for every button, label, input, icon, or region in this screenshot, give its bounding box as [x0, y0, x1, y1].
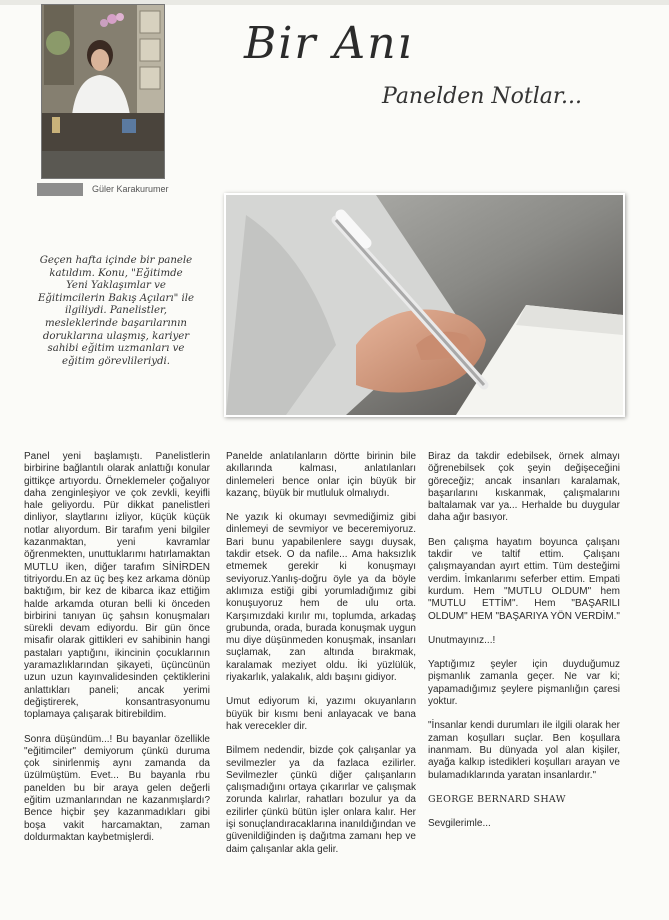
paragraph: Unutmayınız...! — [428, 634, 496, 646]
paragraph: Sonra düşündüm...! Bu bayanlar özellikle "eğitimciler" demiyorum çünkü duruma çok sinirlenmiş aynı zamanda da üzülmüştüm. Evet... Bu bayanla rbu panelden bu bir araya gelen değerli eğitim uzmanlarından ne kazanmışlardı? Bence hiçbir şey kazanmadıkları gibi boşa vakit harcamaktan, zaman doldurmaktan kaybetmişlerdi. — [24, 733, 210, 843]
article-title: Bir Anı — [244, 18, 414, 69]
caption-bar — [37, 183, 83, 196]
article-column-3 — [428, 451, 620, 842]
paragraph: Biraz da takdir edebilsek, örnek almayı öğrenebilsek çok şeyin değişeceğini göreceğiz; ancak insanları karalamak, başarılarını kıskanmak, çalışmalarını baltalamak var ya... Herhalde bu duygular daha ağır basıyor. — [428, 451, 620, 524]
paragraph: Ne yazık ki okumayı sevmediğimiz gibi dinlemeyi de sevmiyor ve beceremiyoruz. Bari bunu yapabilenlere saygı duysak, takdir etsek. O da nafile... Ama haksızlık etmemek gerekir ki konuşmayı seviyoruz.Yanlış-doğru öyle ya da böyle aklımıza estiği gibi yorumladığımız gibi konuşuyoruz hem de ulu orta. Karşımızdaki kırılır mı, toplumda, arkadaş grubunda, orada, burada konuşmak uygun mu diye düşünmeden konuşmak, insanları suçlamak, zan altında bırakmak, karalamak meziyet oldu. İki yüzlülük, riyakarlık, yalakalık, aldı başını gidiyor. — [226, 512, 416, 684]
author-photo — [41, 4, 165, 179]
paragraph: Umut ediyorum ki, yazımı okuyanların büyük bir kısmı beni anlayacak ve bana hak verecekler dir. — [226, 696, 416, 732]
paragraph: Panelde anlatılanların dörtte birinin bile akıllarında kalması, anlatılanları dinlemeleri bence onlar için büyük bir kazanç, büyük bir mutluluk olmalıydı. — [226, 451, 416, 499]
intro-text: Geçen hafta içinde bir panele katıldım. Konu, "Eğitimde Yeni Yaklaşımlar ve Eğitimcilerin Bakış Açıları" ile ilgiliydi. Panelistler, mesleklerinde başarılarının doruklarına ulaşmış, kariyer sahibi eğitim uzmanları ve eğitim görevlileriydi. — [37, 255, 195, 367]
writing-hand-photo — [224, 193, 625, 417]
article-column-1 — [24, 451, 210, 856]
article-subtitle: Panelden Notlar... — [382, 84, 582, 109]
quote: "İnsanlar kendi durumları ile ilgili olarak her zaman koşulları suçlar. Ben koşullara inanmam. Bu dünyada yol alan kişiler, ayağa kalkıp istedikleri koşulları arayan ve bulamadıklarında yaratan insanlardır." — [428, 720, 620, 781]
paragraph: Yaptığımız şeyler için duyduğumuz pişmanlık zamanla geçer. Ne var ki; yapamadığımız şeylere pişmanlığın çaresi yoktur. — [428, 659, 620, 708]
paragraph: Ben çalışma hayatım boyunca çalışanı takdir ve taltif ettim. Çalışanı çalışmayandan ayırt ettim. Tüm desteğimi verdim. İmkanlarımı seferber ettim. Empati kurdum. Hem "MUTLU OLDUM" hem "MUTLU ETTİM". Hem "BAŞARILI OLDUM" HEM "BAŞARIYA YÖN VERDİM." — [428, 536, 620, 622]
paragraph: Panel yeni başlamıştı. Panelistlerin birbirine bağlantılı olarak anlattığı konular gittikçe artıyordu. Örneklemeler çoğalıyor daha zenginleşiyor ve çok zevkli, keyifli hale geliyordu. Pür dikkat panelistleri dinliyor, slaytlarını izliyor, küçük küçük notlar alıyordum. Bir tarafım yeni bilgiler kazanmaktan, yeni kavramlar öğrenmekten, unuttuklarımı hatırlamaktan MUTLU iken, diğer tarafım SİNİRDEN titriyordu.En az üç beş kez arkama dönüp baktığım, bir kez de kibarca ikaz ettiğim halde arkamda oturan belli ki önceden birbirini tanıyan üç şahsın konuşmaları sürekli devam ediyordu. Bir gün önce misafir olarak gittikleri ev sahibinin hangi pastaları yaptığını, ikincinin çocuklarının yaramazlıklarından şikayeti, üçüncünün uzun uzun kayınvalidesinden çektiklerini anlattıkları paneli; ancak yerimi değiştirerek, konsantrasyonumu toplamaya çalışarak bitirebildim. — [24, 451, 210, 721]
author-name: Güler Karakurumer — [92, 184, 169, 194]
quote-author: GEORGE BERNARD SHAW — [428, 793, 566, 805]
paragraph: Bilmem nedendir, bizde çok çalışanlar ya sevilmezler ya da fazlaca ezilirler. Sevilmezler çünkü diğer çalışanların çalışmadığını ortaya çıkarırlar ve çalışmak zorunda kalırlar, rahatları bozulur ya da ezilirler çünkü bütün işler onlara kalır. Her işi sonuçlandıracaklarına inanıldığından ve güvenildiğinden iş dağıtma zamanı hep ve daim çalışanlar akla gelir. — [226, 745, 416, 855]
article-column-2 — [226, 451, 416, 868]
closing-line: Sevgilerimle... — [428, 818, 491, 830]
